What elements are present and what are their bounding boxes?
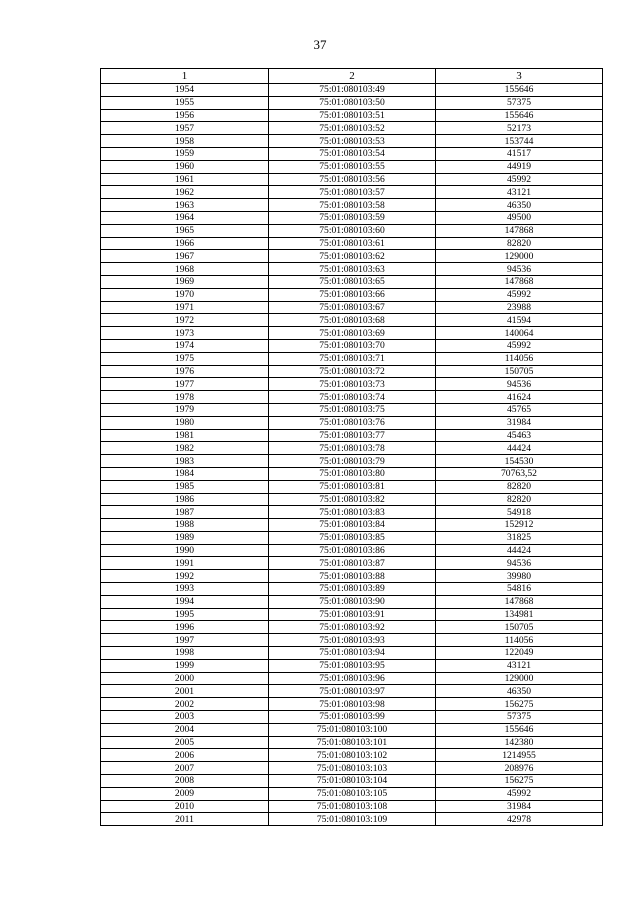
- table-cell-col-1: 1974: [101, 339, 269, 352]
- table-row: [101, 173, 603, 186]
- table-cell-col-1: 1954: [101, 84, 269, 97]
- table-cell-col-1: 1997: [101, 634, 269, 647]
- table-cell-col-2: 75:01:080103:75: [269, 403, 436, 416]
- table-row: [101, 339, 603, 352]
- table-cell-col-3: 44424: [436, 442, 603, 455]
- table-cell-col-3: 129000: [436, 250, 603, 263]
- table-row: [101, 429, 603, 442]
- table-cell-col-1: 2000: [101, 672, 269, 685]
- table-cell-col-3: 150705: [436, 365, 603, 378]
- table-row: [101, 160, 603, 173]
- table-row: [101, 813, 603, 826]
- table-row: [101, 531, 603, 544]
- table-cell-col-3: 31825: [436, 531, 603, 544]
- table-row: [101, 442, 603, 455]
- table-cell-col-2: 75:01:080103:88: [269, 570, 436, 583]
- table-row: [101, 723, 603, 736]
- table-cell-col-3: 122049: [436, 647, 603, 660]
- table-row: [101, 608, 603, 621]
- table-row: [101, 672, 603, 685]
- table-cell-col-1: 1985: [101, 480, 269, 493]
- table-cell-col-1: 1965: [101, 224, 269, 237]
- table-cell-col-2: 75:01:080103:105: [269, 787, 436, 800]
- table-cell-col-1: 1996: [101, 621, 269, 634]
- table-cell-col-1: 2004: [101, 723, 269, 736]
- table-cell-col-2: 75:01:080103:91: [269, 608, 436, 621]
- table-cell-col-1: 1958: [101, 135, 269, 148]
- table-cell-col-1: 1981: [101, 429, 269, 442]
- table-cell-col-2: 75:01:080103:92: [269, 621, 436, 634]
- table-cell-col-1: 1989: [101, 531, 269, 544]
- table-row: [101, 711, 603, 724]
- table-row: [101, 416, 603, 429]
- table-cell-col-3: 54816: [436, 583, 603, 596]
- table-row: [101, 314, 603, 327]
- table-cell-col-2: 75:01:080103:72: [269, 365, 436, 378]
- table-row: [101, 595, 603, 608]
- table-cell-col-2: 75:01:080103:70: [269, 339, 436, 352]
- table-cell-col-3: 1214955: [436, 749, 603, 762]
- table-cell-col-3: 41517: [436, 147, 603, 160]
- table-cell-col-2: 75:01:080103:94: [269, 647, 436, 660]
- table-cell-col-1: 2011: [101, 813, 269, 826]
- table-cell-col-2: 75:01:080103:80: [269, 467, 436, 480]
- table-row: [101, 352, 603, 365]
- table-row: [101, 583, 603, 596]
- table-row: [101, 749, 603, 762]
- table-cell-col-1: 1977: [101, 378, 269, 391]
- page-number: 37: [313, 37, 327, 52]
- table-cell-col-2: 75:01:080103:49: [269, 84, 436, 97]
- table-cell-col-2: 75:01:080103:78: [269, 442, 436, 455]
- table-cell-col-2: 75:01:080103:54: [269, 147, 436, 160]
- table-cell-col-3: 45992: [436, 787, 603, 800]
- table-cell-col-1: 1990: [101, 544, 269, 557]
- table-cell-col-1: 1986: [101, 493, 269, 506]
- table-cell-col-3: 153744: [436, 135, 603, 148]
- table-header: [101, 69, 603, 84]
- table-row: [101, 135, 603, 148]
- table-cell-col-1: 1961: [101, 173, 269, 186]
- table-row: [101, 84, 603, 97]
- table-cell-col-1: 1992: [101, 570, 269, 583]
- table-cell-col-3: 43121: [436, 186, 603, 199]
- table-cell-col-3: 147868: [436, 224, 603, 237]
- table-cell-col-2: 75:01:080103:76: [269, 416, 436, 429]
- table-cell-col-3: 45992: [436, 288, 603, 301]
- table-cell-col-3: 156275: [436, 698, 603, 711]
- table-cell-col-1: 1975: [101, 352, 269, 365]
- table-cell-col-2: 75:01:080103:74: [269, 391, 436, 404]
- table-cell-col-2: 75:01:080103:108: [269, 800, 436, 813]
- table-cell-col-3: 152912: [436, 519, 603, 532]
- table-cell-col-2: 75:01:080103:109: [269, 813, 436, 826]
- table-cell-col-2: 75:01:080103:89: [269, 583, 436, 596]
- table-cell-col-1: 2010: [101, 800, 269, 813]
- table-cell-col-2: 75:01:080103:52: [269, 122, 436, 135]
- table-cell-col-2: 75:01:080103:67: [269, 301, 436, 314]
- column-header-2: 2: [269, 69, 436, 84]
- table-row: [101, 250, 603, 263]
- table-cell-col-1: 2006: [101, 749, 269, 762]
- table-cell-col-1: 1969: [101, 275, 269, 288]
- table-cell-col-3: 23988: [436, 301, 603, 314]
- table-cell-col-2: 75:01:080103:62: [269, 250, 436, 263]
- table-row: [101, 762, 603, 775]
- table-cell-col-3: 46350: [436, 199, 603, 212]
- table-cell-col-3: 147868: [436, 275, 603, 288]
- table-cell-col-3: 45765: [436, 403, 603, 416]
- table-cell-col-3: 155646: [436, 109, 603, 122]
- table-cell-col-3: 52173: [436, 122, 603, 135]
- table-cell-col-3: 44424: [436, 544, 603, 557]
- table-row: [101, 570, 603, 583]
- table-row: [101, 403, 603, 416]
- table-cell-col-1: 1967: [101, 250, 269, 263]
- table-cell-col-3: 54918: [436, 506, 603, 519]
- table-cell-col-2: 75:01:080103:51: [269, 109, 436, 122]
- table-row: [101, 301, 603, 314]
- table-cell-col-3: 142380: [436, 736, 603, 749]
- table-cell-col-1: 1988: [101, 519, 269, 532]
- table-cell-col-2: 75:01:080103:56: [269, 173, 436, 186]
- table-cell-col-1: 1970: [101, 288, 269, 301]
- table-cell-col-2: 75:01:080103:87: [269, 557, 436, 570]
- table-cell-col-3: 155646: [436, 84, 603, 97]
- table-cell-col-1: 1982: [101, 442, 269, 455]
- table-cell-col-3: 150705: [436, 621, 603, 634]
- table-row: [101, 685, 603, 698]
- table-cell-col-1: 1968: [101, 263, 269, 276]
- table-cell-col-2: 75:01:080103:50: [269, 96, 436, 109]
- table-cell-col-2: 75:01:080103:71: [269, 352, 436, 365]
- table-cell-col-1: 1976: [101, 365, 269, 378]
- table-row: [101, 263, 603, 276]
- table-cell-col-2: 75:01:080103:95: [269, 659, 436, 672]
- table-row: [101, 288, 603, 301]
- table-cell-col-3: 31984: [436, 416, 603, 429]
- table-cell-col-1: 1998: [101, 647, 269, 660]
- table-cell-col-1: 2007: [101, 762, 269, 775]
- column-header-1: 1: [101, 69, 269, 84]
- data-table: [100, 68, 603, 826]
- table-cell-col-3: 155646: [436, 723, 603, 736]
- table-row: [101, 634, 603, 647]
- table-cell-col-1: 1980: [101, 416, 269, 429]
- table-row: [101, 621, 603, 634]
- table-cell-col-3: 57375: [436, 711, 603, 724]
- table-cell-col-2: 75:01:080103:77: [269, 429, 436, 442]
- table-cell-col-1: 2003: [101, 711, 269, 724]
- table-cell-col-3: 114056: [436, 352, 603, 365]
- table-cell-col-2: 75:01:080103:90: [269, 595, 436, 608]
- table-cell-col-2: 75:01:080103:85: [269, 531, 436, 544]
- table-cell-col-3: 94536: [436, 378, 603, 391]
- table-row: [101, 698, 603, 711]
- table-cell-col-3: 45992: [436, 339, 603, 352]
- table-cell-col-2: 75:01:080103:86: [269, 544, 436, 557]
- table-row: [101, 109, 603, 122]
- table-cell-col-3: 70763,52: [436, 467, 603, 480]
- table-cell-col-1: 1973: [101, 327, 269, 340]
- table-row: [101, 493, 603, 506]
- table-cell-col-3: 41624: [436, 391, 603, 404]
- table-row: [101, 147, 603, 160]
- table-row: [101, 647, 603, 660]
- table-cell-col-1: 1963: [101, 199, 269, 212]
- table-cell-col-3: 156275: [436, 775, 603, 788]
- table-cell-col-1: 1994: [101, 595, 269, 608]
- table-cell-col-1: 1995: [101, 608, 269, 621]
- table-row: [101, 327, 603, 340]
- table-row: [101, 378, 603, 391]
- table-row: [101, 775, 603, 788]
- table-cell-col-1: 2001: [101, 685, 269, 698]
- table-row: [101, 224, 603, 237]
- table-cell-col-1: 1962: [101, 186, 269, 199]
- table-cell-col-1: 1987: [101, 506, 269, 519]
- header-row: [101, 69, 603, 84]
- table-cell-col-2: 75:01:080103:61: [269, 237, 436, 250]
- table-cell-col-3: 134981: [436, 608, 603, 621]
- table-cell-col-2: 75:01:080103:83: [269, 506, 436, 519]
- table-cell-col-1: 1960: [101, 160, 269, 173]
- table-cell-col-2: 75:01:080103:63: [269, 263, 436, 276]
- table-cell-col-2: 75:01:080103:66: [269, 288, 436, 301]
- table-cell-col-2: 75:01:080103:96: [269, 672, 436, 685]
- table-cell-col-2: 75:01:080103:103: [269, 762, 436, 775]
- table-row: [101, 211, 603, 224]
- table-cell-col-3: 82820: [436, 237, 603, 250]
- table-cell-col-1: 1979: [101, 403, 269, 416]
- table-cell-col-2: 75:01:080103:57: [269, 186, 436, 199]
- table-cell-col-2: 75:01:080103:98: [269, 698, 436, 711]
- table-cell-col-3: 31984: [436, 800, 603, 813]
- table-cell-col-3: 94536: [436, 557, 603, 570]
- table-cell-col-2: 75:01:080103:99: [269, 711, 436, 724]
- table-cell-col-2: 75:01:080103:97: [269, 685, 436, 698]
- table-cell-col-2: 75:01:080103:65: [269, 275, 436, 288]
- table-cell-col-3: 44919: [436, 160, 603, 173]
- table-cell-col-1: 1964: [101, 211, 269, 224]
- table-row: [101, 787, 603, 800]
- column-header-3: 3: [436, 69, 603, 84]
- table-row: [101, 480, 603, 493]
- table-cell-col-3: 45463: [436, 429, 603, 442]
- table-cell-col-1: 2009: [101, 787, 269, 800]
- table-cell-col-3: 129000: [436, 672, 603, 685]
- table-cell-col-2: 75:01:080103:59: [269, 211, 436, 224]
- table-cell-col-3: 46350: [436, 685, 603, 698]
- table-row: [101, 96, 603, 109]
- table-row: [101, 186, 603, 199]
- table-cell-col-3: 94536: [436, 263, 603, 276]
- table-cell-col-2: 75:01:080103:79: [269, 455, 436, 468]
- table-cell-col-2: 75:01:080103:81: [269, 480, 436, 493]
- table-cell-col-1: 1957: [101, 122, 269, 135]
- table-cell-col-1: 2005: [101, 736, 269, 749]
- table-cell-col-1: 1984: [101, 467, 269, 480]
- table-cell-col-1: 1983: [101, 455, 269, 468]
- table-cell-col-3: 82820: [436, 480, 603, 493]
- table-cell-col-1: 1978: [101, 391, 269, 404]
- table-cell-col-1: 1993: [101, 583, 269, 596]
- table-row: [101, 544, 603, 557]
- table-cell-col-1: 1972: [101, 314, 269, 327]
- table-cell-col-3: 41594: [436, 314, 603, 327]
- table-cell-col-2: 75:01:080103:60: [269, 224, 436, 237]
- table-cell-col-3: 140064: [436, 327, 603, 340]
- table-cell-col-2: 75:01:080103:101: [269, 736, 436, 749]
- table-cell-col-3: 82820: [436, 493, 603, 506]
- table-cell-col-2: 75:01:080103:102: [269, 749, 436, 762]
- table-cell-col-1: 1955: [101, 96, 269, 109]
- table-row: [101, 391, 603, 404]
- table-row: [101, 237, 603, 250]
- table-row: [101, 467, 603, 480]
- table-cell-col-2: 75:01:080103:104: [269, 775, 436, 788]
- table-cell-col-3: 42978: [436, 813, 603, 826]
- table-row: [101, 506, 603, 519]
- table-cell-col-2: 75:01:080103:53: [269, 135, 436, 148]
- table-row: [101, 519, 603, 532]
- table-row: [101, 275, 603, 288]
- table-cell-col-3: 39980: [436, 570, 603, 583]
- table-cell-col-1: 1966: [101, 237, 269, 250]
- table-cell-col-2: 75:01:080103:93: [269, 634, 436, 647]
- table-cell-col-3: 147868: [436, 595, 603, 608]
- table-cell-col-2: 75:01:080103:82: [269, 493, 436, 506]
- table-cell-col-3: 154530: [436, 455, 603, 468]
- table-cell-col-2: 75:01:080103:84: [269, 519, 436, 532]
- table-cell-col-3: 114056: [436, 634, 603, 647]
- table-cell-col-3: 49500: [436, 211, 603, 224]
- table-cell-col-2: 75:01:080103:69: [269, 327, 436, 340]
- table-row: [101, 800, 603, 813]
- table-row: [101, 122, 603, 135]
- table-body: [101, 84, 603, 826]
- table-cell-col-2: 75:01:080103:55: [269, 160, 436, 173]
- table-cell-col-2: 75:01:080103:73: [269, 378, 436, 391]
- table-row: [101, 557, 603, 570]
- table-row: [101, 365, 603, 378]
- table-cell-col-2: 75:01:080103:68: [269, 314, 436, 327]
- table-cell-col-1: 1991: [101, 557, 269, 570]
- table-row: [101, 199, 603, 212]
- table-cell-col-1: 1971: [101, 301, 269, 314]
- table-cell-col-1: 2008: [101, 775, 269, 788]
- table-cell-col-1: 1959: [101, 147, 269, 160]
- table-cell-col-1: 2002: [101, 698, 269, 711]
- table-cell-col-2: 75:01:080103:100: [269, 723, 436, 736]
- table-cell-col-3: 57375: [436, 96, 603, 109]
- table-row: [101, 736, 603, 749]
- table-row: [101, 659, 603, 672]
- table-cell-col-3: 208976: [436, 762, 603, 775]
- table-cell-col-3: 45992: [436, 173, 603, 186]
- table-cell-col-1: 1956: [101, 109, 269, 122]
- table-cell-col-1: 1999: [101, 659, 269, 672]
- table-row: [101, 455, 603, 468]
- table-cell-col-3: 43121: [436, 659, 603, 672]
- table-cell-col-2: 75:01:080103:58: [269, 199, 436, 212]
